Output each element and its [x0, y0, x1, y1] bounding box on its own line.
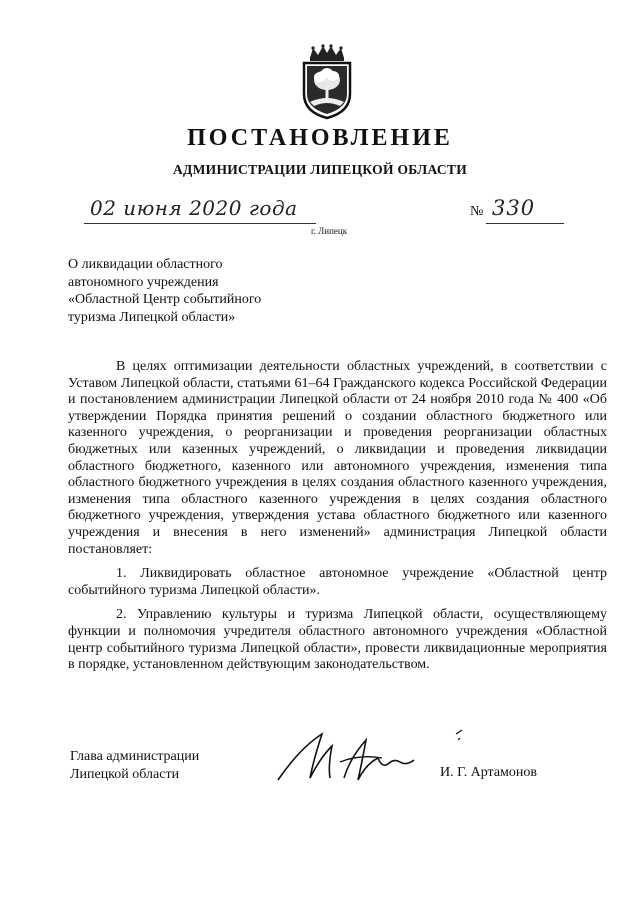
body-text	[68, 359, 607, 674]
subject-line: О ликвидации областного	[68, 257, 223, 272]
signatory-name: И. Г. Артамонов	[440, 765, 538, 780]
position-line: Липецкой области	[70, 767, 180, 782]
place-label: г. Липецк	[311, 226, 348, 236]
handwritten-number: 330	[492, 196, 536, 220]
subject-line: автономного учреждения	[68, 274, 219, 290]
number-underline	[486, 223, 564, 224]
subject-block	[68, 256, 348, 326]
body-paragraph: 2. Управлению культуры и туризма Липецкой области, осуществляющему функции и полномочия учредителя областного автономного учреждения «Областной центр событийного туризма Липецкой области», провести ликвидационные мероприятия в порядке, установленном действующим законодательством.	[68, 607, 607, 673]
signatory-position	[70, 748, 199, 784]
number-sign: №	[470, 204, 484, 219]
subject-line: туризма Липецкой области»	[68, 309, 236, 325]
handwritten-date: 02 июня 2020 года	[90, 196, 298, 220]
body-paragraph: 1. Ликвидировать областное автономное учреждение «Областной центр событийного туризма Липецкой области».	[68, 566, 607, 598]
position-line: Глава администрации	[70, 749, 200, 764]
body-paragraph: В целях оптимизации деятельности областных учреждений, в соответствии с Уставом Липецкой области, статьями 61–64 Гражданского кодекса Российской Федерации и постановлением администрации Липецкой области от 24 ноября 2010 года № 400 «Об утверждении Порядка принятия решений о создании областного бюджетного или казенного учреждения, о реорганизации и проведения реорганизации областных бюджетных или казенных учреждений, о ликвидации и проведения ликвидации областного бюджетного, казенного или автономного учреждения, изменения типа областного бюджетного учреждения в целях создания областного казенного учреждения, изменения типа областного казенного учреждения в целях создания областного бюджетного учреждения, утверждения устава областного бюджетного или казенного учреждения и внесения в него изменений» администрация Липецкой области постановляет:	[68, 359, 607, 557]
subject-line: «Областной Центр событийного	[68, 292, 262, 307]
document-title: ПОСТАНОВЛЕНИЕ	[187, 125, 453, 151]
date-underline	[84, 223, 316, 224]
lipetsk-coat-of-arms-icon	[296, 44, 358, 120]
document-subtitle: АДМИНИСТРАЦИИ ЛИПЕЦКОЙ ОБЛАСТИ	[172, 162, 468, 177]
